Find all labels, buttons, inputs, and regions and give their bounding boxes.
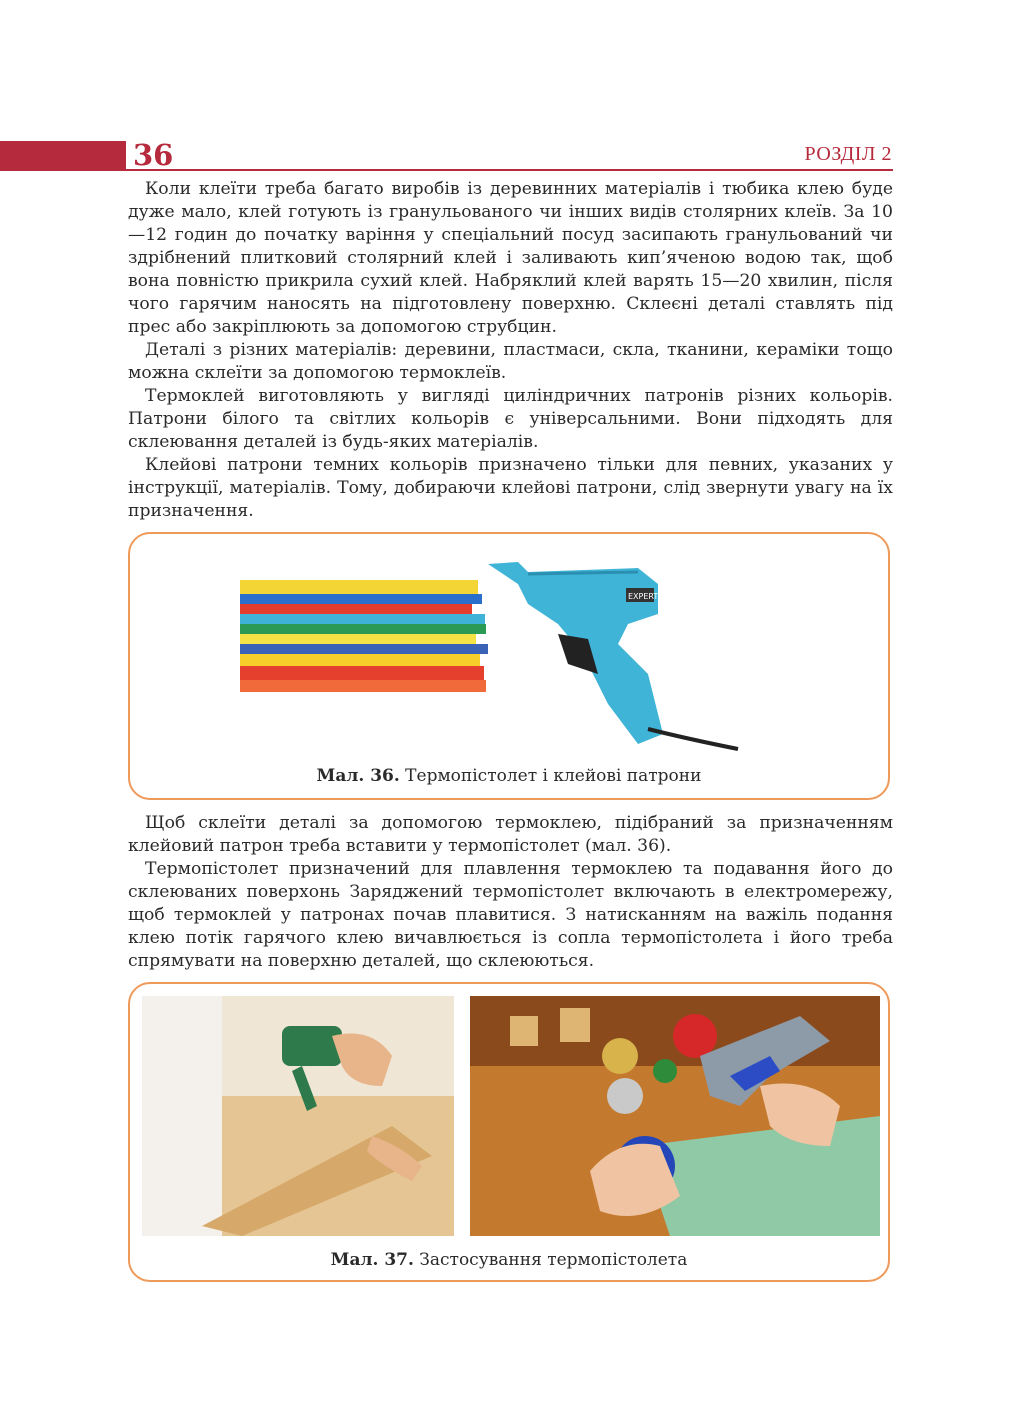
caption-text: Термопістолет і клейові патрони (399, 766, 702, 786)
figure-36 (128, 532, 890, 800)
caption-label: Мал. 37. (330, 1250, 414, 1270)
glue-sticks-image (240, 580, 490, 694)
gun-brand-label: EXPERT (628, 592, 659, 601)
paragraph: Щоб склеїти деталі за допомогою термоклею, підібраний за призначенням клейовий патрон треба вставити у термопістолет (мал. 36). (128, 813, 893, 856)
page-number: 36 (133, 138, 174, 172)
caption-label: Мал. 36. (316, 766, 400, 786)
section-label: РОЗДІЛ 2 (804, 143, 892, 165)
figure-36-caption (130, 766, 888, 786)
header-rule (126, 169, 893, 171)
woodworking-photo (142, 996, 454, 1236)
body-text-middle (128, 812, 893, 973)
paragraph: Клейові патрони темних кольорів призначено тільки для певних, указаних у інструкції, матеріалів. Тому, добираючи клейові патрони, слід звернути увагу на їх призначення. (128, 455, 893, 521)
glue-gun-image (488, 544, 746, 752)
caption-text: Застосування термопістолета (413, 1250, 688, 1270)
paragraph: Деталі з різних матеріалів: деревини, пластмаси, скла, тканини, кераміки тощо можна склеїти за допомогою термоклеїв. (128, 340, 893, 383)
body-text-top (128, 178, 893, 523)
figure-37-caption (130, 1250, 888, 1270)
figure-37 (128, 982, 890, 1282)
craft-photo (470, 996, 880, 1236)
paragraph: Термопістолет призначений для плавлення термоклею та подавання його до склеюваних поверхонь Заряджений термопістолет включають в електромережу, щоб термоклей у патронах почав плавитися. З натисканням на важіль подання клею потік гарячого клею вичавлюється із сопла термопістолета і його треба спрямувати на поверхню деталей, що склеюються. (128, 859, 893, 971)
header-accent-bar (0, 141, 126, 171)
paragraph: Термоклей виготовляють у вигляді циліндричних патронів різних кольорів. Патрони білого та світлих кольорів є універсальними. Вони підходять для склеювання деталей із будь-яких матеріалів. (128, 386, 893, 452)
paragraph: Коли клеїти треба багато виробів із деревинних матеріалів і тюбика клею буде дуже мало, клей готують із гранульованого чи інших видів столярних клеїв. За 10—12 годин до початку варіння у спеціальний посуд засипають гранульований чи здрібнений плитковий столярний клей і заливають кип’яченою водою так, щоб вона повністю прикрила сухий клей. Набряклий клей варять 15—20 хвилин, після чого гарячим наносять на підготовлену поверхню. Склеєні деталі ставлять під прес або закріплюють за допомогою струбцин. (128, 179, 893, 337)
